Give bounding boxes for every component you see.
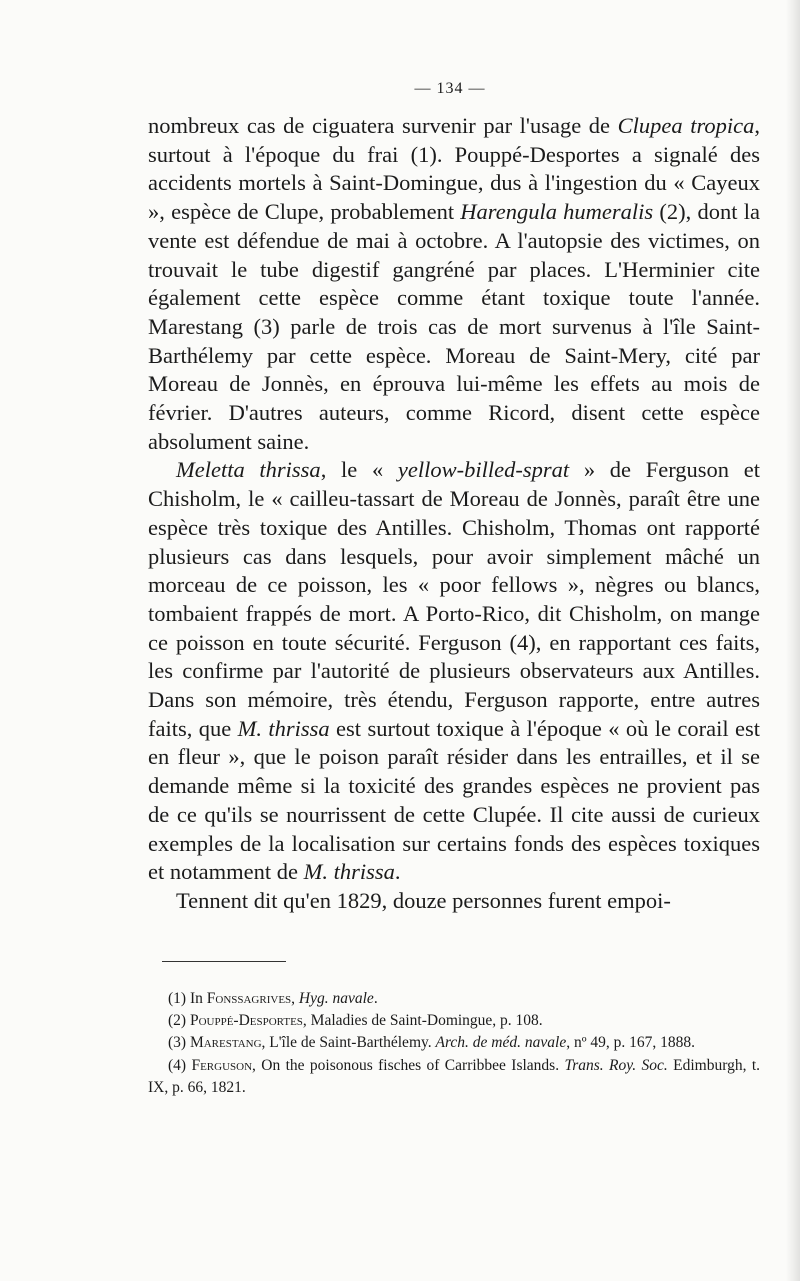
species-name: M. thrissa bbox=[303, 859, 395, 885]
footnote-author: Pouppé-Desportes bbox=[189, 1012, 303, 1030]
body-text bbox=[148, 112, 760, 916]
paragraph-3 bbox=[148, 887, 760, 916]
text-run: , surtout à l'époque du frai (1). Pouppé-Desportes a signalé des accidents mortels à Saint-Domingue, dus à l'ingestion du « Cayeux », espèce de Clupe, probablement bbox=[148, 113, 760, 225]
footnote-title: Arch. de méd. navale bbox=[435, 1034, 567, 1052]
footnote-number: (3) bbox=[168, 1034, 187, 1052]
text-run: Edimburgh, t. IX, p. 66, 1821. bbox=[148, 1056, 760, 1096]
footnote-number: (4) bbox=[168, 1056, 187, 1074]
text-run: Maladies de Saint-Domingue, p. 108. bbox=[310, 1012, 543, 1030]
text-run: L'île de Saint-Barthélemy. bbox=[269, 1034, 436, 1052]
footnote-number: (1) bbox=[168, 990, 187, 1007]
species-name: Meletta thrissa bbox=[176, 457, 321, 483]
text-run: , le « bbox=[320, 457, 398, 483]
footnote-3 bbox=[148, 1032, 760, 1054]
footnote-author: Fonssagrives bbox=[206, 990, 292, 1007]
footnotes bbox=[148, 988, 760, 1099]
footnote-number: (2) bbox=[168, 1012, 187, 1030]
paragraph-2 bbox=[148, 456, 760, 887]
text-run: » de Ferguson et Chisholm, le « cailleu-tassart de Moreau de Jonnès, paraît être une espèce très toxique des Antilles. Chisholm, Thomas ont rapporté plusieurs cas dans lesquels, pour avoir simplement mâché un morceau de ce poisson, les « poor fellows », nègres ou blancs, tombaient frappés de mort. A Porto-Rico, dit Chisholm, on mange ce poisson en toute sécurité. Ferguson (4), en rapportant ces faits, les confirme par l'autorité de plusieurs observateurs aux Antilles. Dans son mémoire, très étendu, Ferguson rapporte, entre autres faits, que bbox=[148, 457, 760, 741]
footnote-4 bbox=[148, 1055, 760, 1099]
footnote-separator bbox=[162, 961, 286, 962]
footnote-title: Trans. Roy. Soc. bbox=[564, 1056, 668, 1074]
species-name: M. thrissa bbox=[237, 715, 330, 741]
page-edge-shadow bbox=[786, 0, 800, 1281]
text-run: , bbox=[252, 1056, 262, 1074]
text-run: On the poisonous fisches of Carribbee Islands. bbox=[261, 1056, 565, 1074]
species-name: Clupea tropica bbox=[617, 113, 755, 138]
text-run: , bbox=[302, 1012, 311, 1030]
text-run: Tennent dit qu'en 1829, douze personnes furent empoi- bbox=[176, 887, 671, 913]
footnote-author: Ferguson bbox=[191, 1056, 253, 1074]
text-run: (2), dont la vente est défendue de mai à octobre. A l'autopsie des victimes, on trouvait le tube digestif gangréné par places. L'Herminier cite également cette espèce comme étant toxique toute l'année. Marestang (3) parle de trois cas de mort survenus à l'île Saint-Barthélemy par cette espèce. Moreau de Saint-Mery, cité par Moreau de Jonnès, en éprouva lui-même les effets au mois de février. D'autres auteurs, comme Ricord, disent cette espèce absolument saine. bbox=[148, 199, 760, 454]
footnote-1 bbox=[148, 988, 760, 1010]
page-number: — 134 — bbox=[414, 80, 486, 97]
footnote-2 bbox=[148, 1010, 760, 1032]
text-run: In bbox=[189, 990, 207, 1007]
text-run: nombreux cas de ciguatera survenir par l'usage de bbox=[148, 113, 618, 138]
footnote-author: Marestang bbox=[189, 1034, 262, 1052]
text-run: . bbox=[394, 859, 401, 885]
text-run: , nº 49, p. 167, 1888. bbox=[566, 1034, 696, 1052]
footnote-title: Hyg. navale bbox=[298, 990, 374, 1007]
text-run: . bbox=[373, 990, 378, 1007]
text-run: est surtout toxique à l'époque « où le corail est en fleur », que le poison paraît résider dans les entrailles, et il se demande même si la toxicité des grandes espèces ne provient pas de ce qu'ils se nourrissent de cette Clupée. Il cite aussi de curieux exemples de la localisation sur certains fonds des espèces toxiques et notamment de bbox=[148, 715, 761, 885]
common-name: yellow-billed-sprat bbox=[397, 457, 570, 483]
text-run: , bbox=[261, 1034, 270, 1052]
paragraph-1 bbox=[148, 112, 760, 456]
text-run: , bbox=[291, 990, 299, 1007]
species-name: Harengula humeralis bbox=[460, 199, 654, 225]
